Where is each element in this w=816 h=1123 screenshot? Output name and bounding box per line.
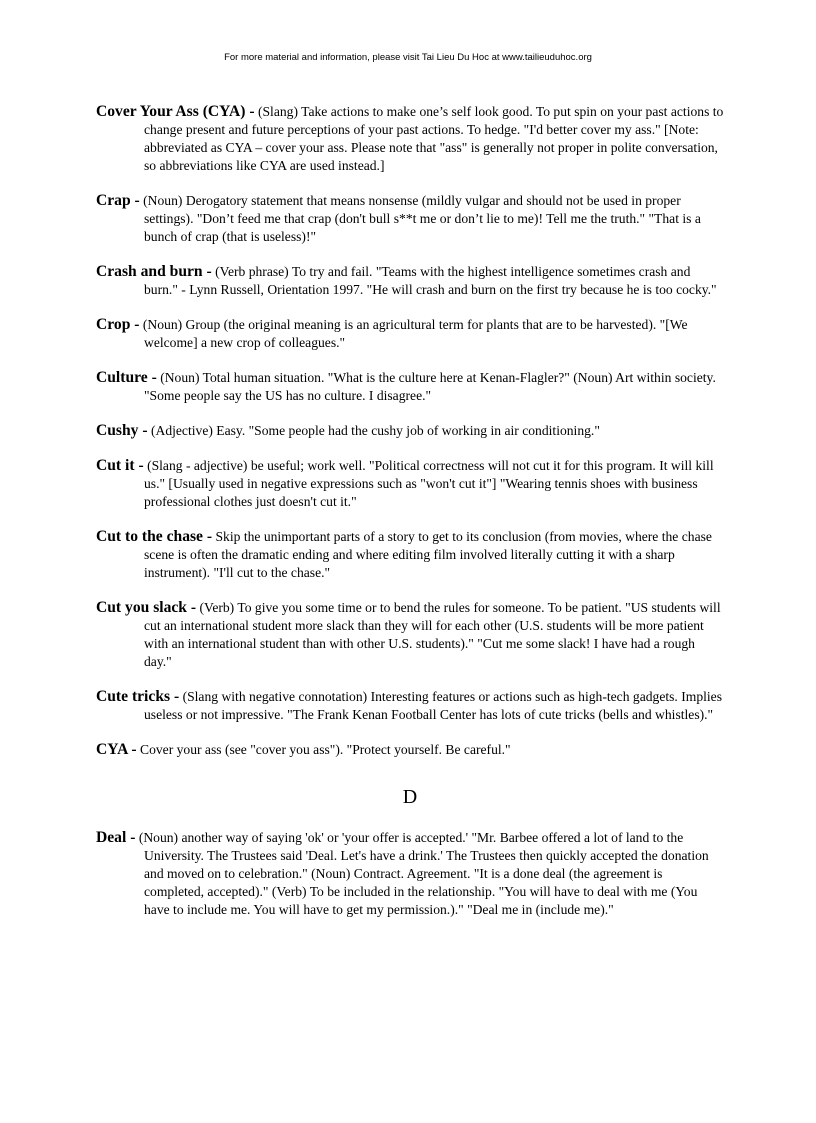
entry-term: Culture -: [96, 369, 157, 386]
entry-term: CYA -: [96, 741, 137, 758]
entry-definition: (Slang - adjective) be useful; work well. "Political correctness will not cut it for this program. It will kill us." [Usually used in negative expressions such as "won't cut it"] "Wearing tennis shoes with business professional clothes just doesn't cut it.": [144, 458, 714, 509]
glossary-entry-crap: [96, 192, 724, 246]
entry-term: Deal -: [96, 829, 136, 846]
entry-term: Crop -: [96, 316, 140, 333]
glossary-entry-cut-you-slack: [96, 599, 724, 671]
glossary-content: [96, 103, 724, 936]
entry-definition: (Adjective) Easy. "Some people had the cushy job of working in air conditioning.": [150, 423, 600, 438]
entry-term: Cut you slack -: [96, 599, 197, 616]
glossary-entry-cushy: [96, 422, 724, 440]
entry-definition: (Verb phrase) To try and fail. "Teams with the highest intelligence sometimes crash and burn." - Lynn Russell, Orientation 1997. "He will crash and burn on the first try because he is too cocky.": [144, 264, 717, 297]
glossary-entry-crop: [96, 316, 724, 352]
entry-definition: (Noun) Derogatory statement that means nonsense (mildly vulgar and should not be used in proper settings). "Don’t feed me that crap (don't bull s**t me or don’t lie to me)! Tell me the truth." "That is a bunch of crap (that is useless)!": [143, 193, 701, 244]
glossary-entry-culture: [96, 369, 724, 405]
glossary-entry-cute-tricks: [96, 688, 724, 724]
entry-definition: (Slang) Take actions to make one’s self look good. To put spin on your past actions to change present and future perceptions of your past actions. To hedge. "I'd better cover my ass." [Note: abbreviated as CYA – cover your ass. Please note that "ass" is generally not proper in polite conversation, so abbreviations like CYA are used instead.]: [144, 104, 724, 173]
glossary-entry-crash-and-burn: [96, 263, 724, 299]
glossary-entry-cut-to-the-chase: [96, 528, 724, 582]
entry-definition: (Noun) Group (the original meaning is an agricultural term for plants that are to be harvested). "[We welcome] a new crop of colleagues.": [142, 317, 688, 350]
entry-term: Cover Your Ass (CYA) -: [96, 103, 255, 120]
glossary-entry-cut-it: [96, 457, 724, 511]
entry-definition: (Noun) another way of saying 'ok' or 'your offer is accepted.' "Mr. Barbee offered a lot of land to the University. The Trustees said 'Deal. Let's have a drink.' The Trustees then quickly accepted the donation and moved on to celebration." (Noun) Contract. Agreement. "It is a done deal (the agreement is completed, accepted)." (Verb) To be included in the relationship. "You will have to deal with me (You have to include me. You will have to get my permission.)." "Deal me in (include me).": [138, 830, 709, 917]
entry-term: Cute tricks -: [96, 688, 180, 705]
entry-definition: Cover your ass (see "cover you ass"). "Protect yourself. Be careful.": [140, 742, 511, 757]
entry-definition: (Verb) To give you some time or to bend the rules for someone. To be patient. "US students will cut an international student more slack than they will for each other (U.S. students will be more patient with an international student than with other U.S. students)." "Cut me some slack! I have had a rough day.": [144, 600, 721, 669]
entry-term: Crash and burn -: [96, 263, 212, 280]
page-header: For more material and information, please visit Tai Lieu Du Hoc at www.tailieuduhoc.org: [224, 52, 592, 63]
entry-term: Cut it -: [96, 457, 144, 474]
entry-definition: Skip the unimportant parts of a story to get to its conclusion (from movies, where the chase scene is often the dramatic ending and where editing film involved literally cutting it with a sharp instrument). "I'll cut to the chase.": [144, 529, 712, 580]
section-letter-heading: D: [402, 786, 418, 808]
glossary-entry-deal: [96, 829, 724, 919]
entry-definition: (Slang with negative connotation) Interesting features or actions such as high-tech gadgets. Implies useless or not impressive. "The Frank Kenan Football Center has lots of cute tricks (bells and whistles).": [144, 689, 723, 722]
glossary-entry-cover-your-ass: [96, 103, 724, 175]
entry-term: Cut to the chase -: [96, 528, 213, 545]
entry-term: Cushy -: [96, 422, 148, 439]
entry-definition: (Noun) Total human situation. "What is the culture here at Kenan-Flagler?" (Noun) Art within society. "Some people say the US has no culture. I disagree.": [144, 370, 716, 403]
entry-term: Crap -: [96, 192, 140, 209]
glossary-entry-cya: [96, 741, 724, 759]
